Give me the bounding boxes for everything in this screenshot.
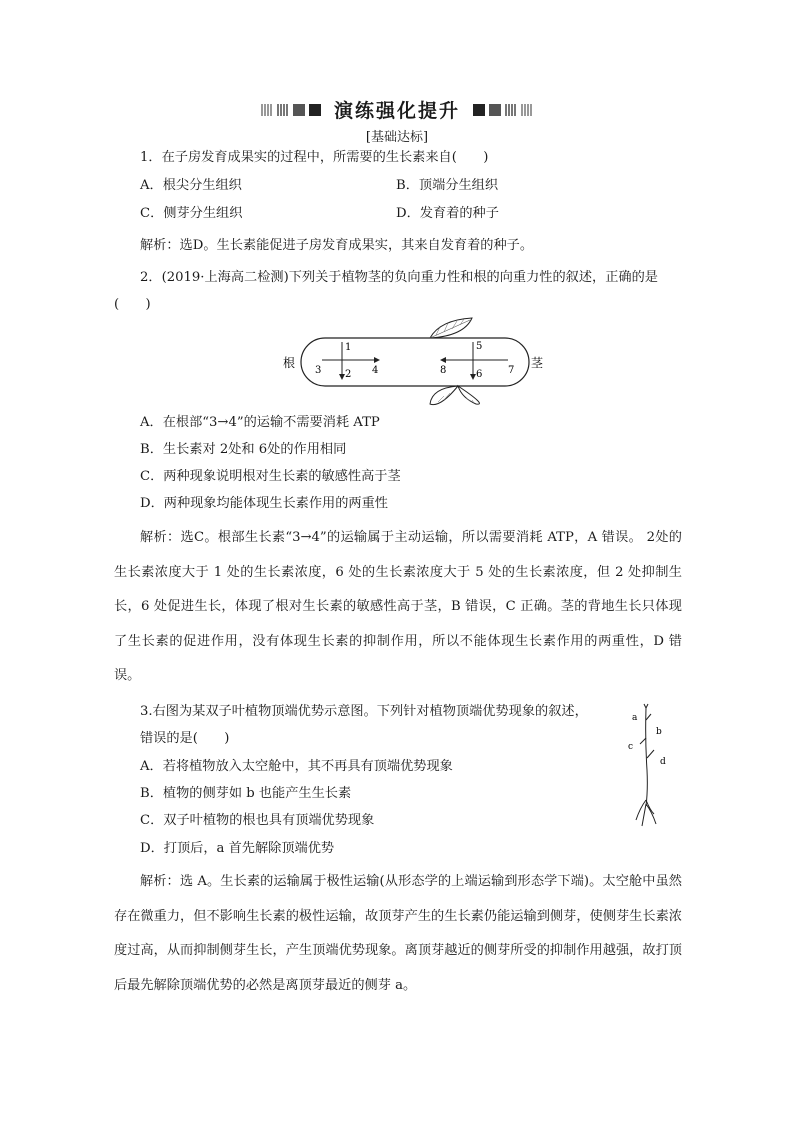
root-label: 根 [283, 356, 296, 370]
plant-stem-icon [636, 704, 656, 826]
plant-apical-dominance-figure [626, 700, 678, 830]
figure-number-5: 5 [476, 341, 483, 352]
section-subtitle: [基础达标] [365, 130, 429, 145]
figure-label-c: c [628, 742, 634, 752]
q3-stem-continued: 错误的是( ) [140, 731, 230, 746]
figure-number-2: 2 [345, 369, 352, 380]
stem-label: 茎 [531, 356, 544, 370]
upper-leaf-icon [430, 318, 472, 338]
q1-analysis: 解析：选D。生长素能促进子房发育成果实，其来自发育着的种子。 [140, 238, 534, 253]
figure-number-1: 1 [345, 342, 352, 353]
figure-number-6: 6 [476, 369, 483, 380]
q2-analysis-rest: 处的生长素浓度大于 1 处的生长素浓度，6 处的生长素浓度大于 5 处的生长素浓度，但 2 处抑制生长，6 处促进生长，体现了根对生长素的敏感性高于茎，B 错误，C 正确。茎的背地生长只体现了生长素的促进作用，没有体现生长素的抑制作用，所以不能体现生长素作用的两重性，D 错误。 [114, 530, 682, 683]
plant-outline [301, 338, 529, 386]
q2-analysis [114, 521, 682, 694]
q3-stem: 3.右图为某双子叶植物顶端优势示意图。下列针对植物顶端优势现象的叙述， [140, 704, 588, 719]
decorative-square-icon [489, 104, 501, 116]
figure-number-8: 8 [440, 365, 447, 376]
figure-number-3: 3 [315, 365, 322, 376]
figure-number-4: 4 [372, 365, 379, 376]
figure-number-7: 7 [508, 365, 515, 376]
arrow-left-icon [440, 357, 446, 363]
q3-option-c: C．双子叶植物的根也具有顶端优势现象 [140, 813, 375, 828]
q3-option-d: D．打顶后，a 首先解除顶端优势 [140, 841, 335, 856]
q2-option-b: B．生长素对 2处和 6处的作用相同 [140, 442, 347, 457]
q3-analysis [114, 865, 682, 1003]
figure-label-b: b [656, 727, 662, 737]
q1-option-d: D．发育着的种子 [396, 206, 499, 221]
decorative-square-icon [309, 104, 321, 116]
q3-analysis-rest: 虽然存在微重力，但不影响生长素的极性运输，故顶芽产生的生长素仍能运输到侧芽，使侧芽生长素浓度过高，从而抑制侧芽生长，产生顶端优势现象。离顶芽越近的侧芽所受的抑制作用越强，故打顶后最先解除顶端优势的必然是离顶芽最近的侧芽 a。 [114, 874, 682, 993]
q1-option-b: B．顶端分生组织 [396, 178, 499, 193]
figure-label-d: d [660, 757, 666, 767]
q2-option-a: A．在根部“3→4”的运输不需要消耗 ATP [140, 415, 380, 430]
lower-leaf-icon [430, 386, 479, 405]
root-stem-diagram [280, 316, 550, 410]
q2-option-c: C．两种现象说明根对生长素的敏感性高于茎 [140, 469, 401, 484]
decorative-square-icon [505, 104, 517, 116]
decorative-square-icon [473, 104, 485, 116]
q2-stem-bracket: ( ) [114, 297, 151, 312]
q3-option-a: A．若将植物放入太空舱中，其不再具有顶端优势现象 [140, 759, 453, 774]
decorative-square-icon [277, 104, 289, 116]
decorative-square-icon [293, 104, 305, 116]
arrow-right-icon [374, 357, 380, 363]
q2-stem: 2．(2019·上海高二检测)下列关于植物茎的负向重力性和根的向重力性的叙述，正确的是 [140, 270, 658, 285]
q1-stem: 1．在子房发育成果实的过程中，所需要的生长素来自( ) [140, 150, 489, 165]
decorative-square-icon [521, 104, 533, 116]
section-header [0, 96, 794, 123]
figure-label-a: a [632, 713, 638, 723]
page-title: 演练强化提升 [333, 100, 460, 122]
q1-option-a: A．根尖分生组织 [140, 178, 242, 193]
q1-option-c: C．侧芽分生组织 [140, 206, 243, 221]
decorative-square-icon [261, 104, 273, 116]
q3-analysis-first: 解析：选 A。生长素的运输属于极性运输(从形态学的上端运输到形态学下端)。太空舱中 [140, 874, 656, 889]
q2-analysis-first: 解析：选C。根部生长素“3→4”的运输属于主动运输，所以需要消耗 ATP，A 错误。 2 [140, 530, 655, 545]
q2-option-d: D．两种现象均能体现生长素作用的两重性 [140, 496, 388, 511]
q3-option-b: B．植物的侧芽如 b 也能产生生长素 [140, 786, 352, 801]
